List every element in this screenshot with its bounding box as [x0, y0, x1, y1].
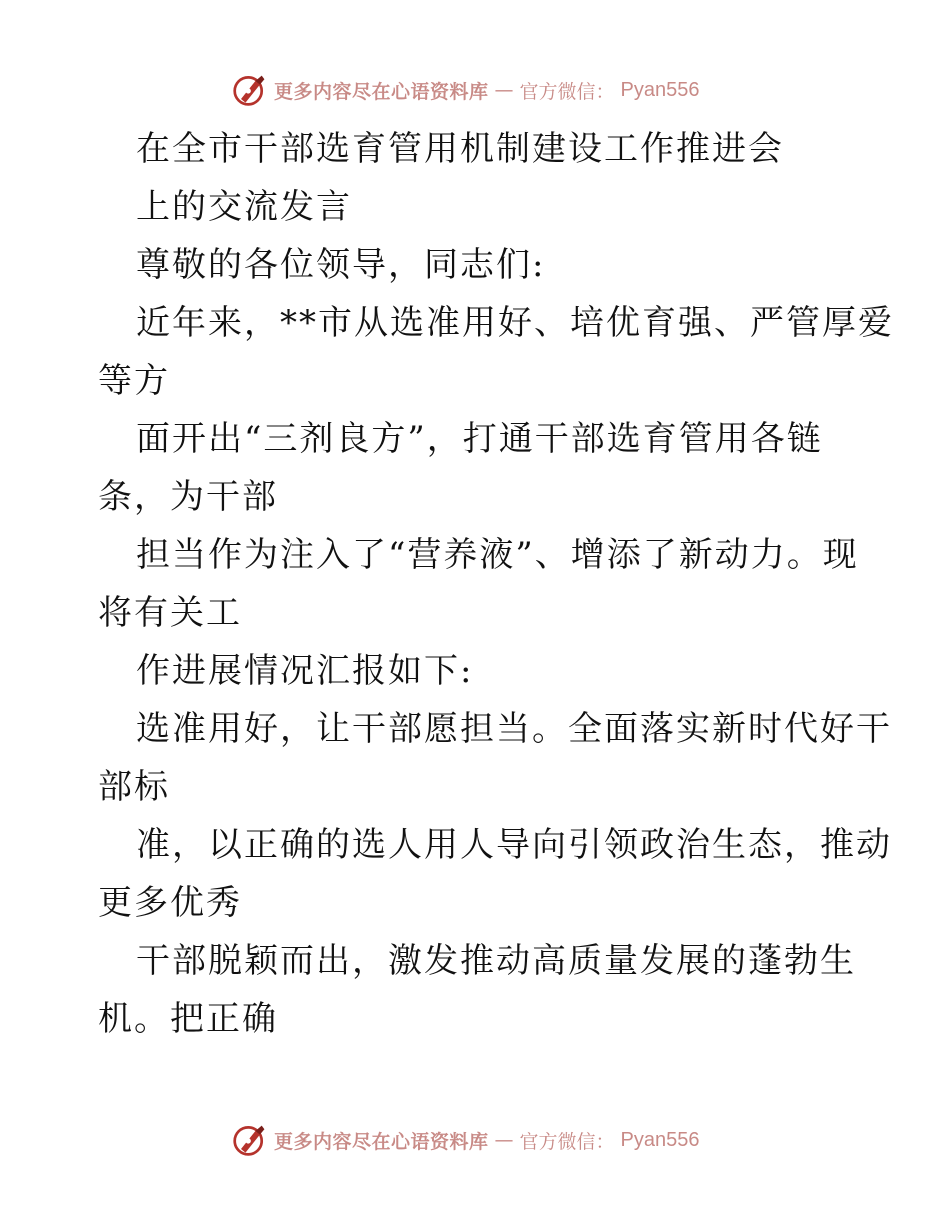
footer-brand-text: 更多内容尽在心语资料库: [274, 1130, 489, 1153]
paragraph-line: 面开出“三剂良方”，打通干部选育管用各链: [136, 419, 823, 459]
paragraph-line: 担当作为注入了“营养液”、增添了新动力。现: [136, 535, 859, 575]
paragraph-line: 条，为干部: [98, 477, 278, 517]
paragraph-line: 选准用好，让干部愿担当。全面落实新时代好干: [136, 709, 892, 749]
footer-banner: [232, 1122, 732, 1158]
pen-logo-icon: [232, 72, 268, 108]
paragraph-line: 作进展情况汇报如下:: [136, 651, 474, 691]
footer-dash: —: [494, 1129, 514, 1151]
paragraph-line: 机。把正确: [98, 999, 278, 1039]
paragraph-line: 准，以正确的选人用人导向引领政治生态，推动: [136, 825, 892, 865]
paragraph-line: 将有关工: [98, 593, 242, 633]
document-body: [98, 120, 894, 1048]
header-banner: [232, 72, 732, 108]
salutation-line: 尊敬的各位领导，同志们:: [136, 245, 546, 285]
footer-wechat-label: 官方微信：: [519, 1130, 615, 1153]
header-dash: —: [494, 79, 514, 101]
header-brand-text: 更多内容尽在心语资料库: [274, 80, 489, 103]
paragraph-line: 近年来，**市从选准用好、培优育强、严管厚爱: [136, 303, 894, 343]
paragraph-line: 部标: [98, 767, 170, 807]
footer-wechat-id: Pyan556: [620, 1128, 700, 1151]
title-line-2: 上的交流发言: [136, 187, 352, 227]
paragraph-line: 更多优秀: [98, 883, 242, 923]
header-wechat-id: Pyan556: [620, 78, 700, 101]
title-line-1: 在全市干部选育管用机制建设工作推进会: [136, 129, 784, 169]
paragraph-line: 等方: [98, 361, 170, 401]
paragraph-line: 干部脱颖而出，激发推动高质量发展的蓬勃生: [136, 941, 856, 981]
pen-logo-icon: [232, 1122, 268, 1158]
header-wechat-label: 官方微信：: [519, 80, 615, 103]
